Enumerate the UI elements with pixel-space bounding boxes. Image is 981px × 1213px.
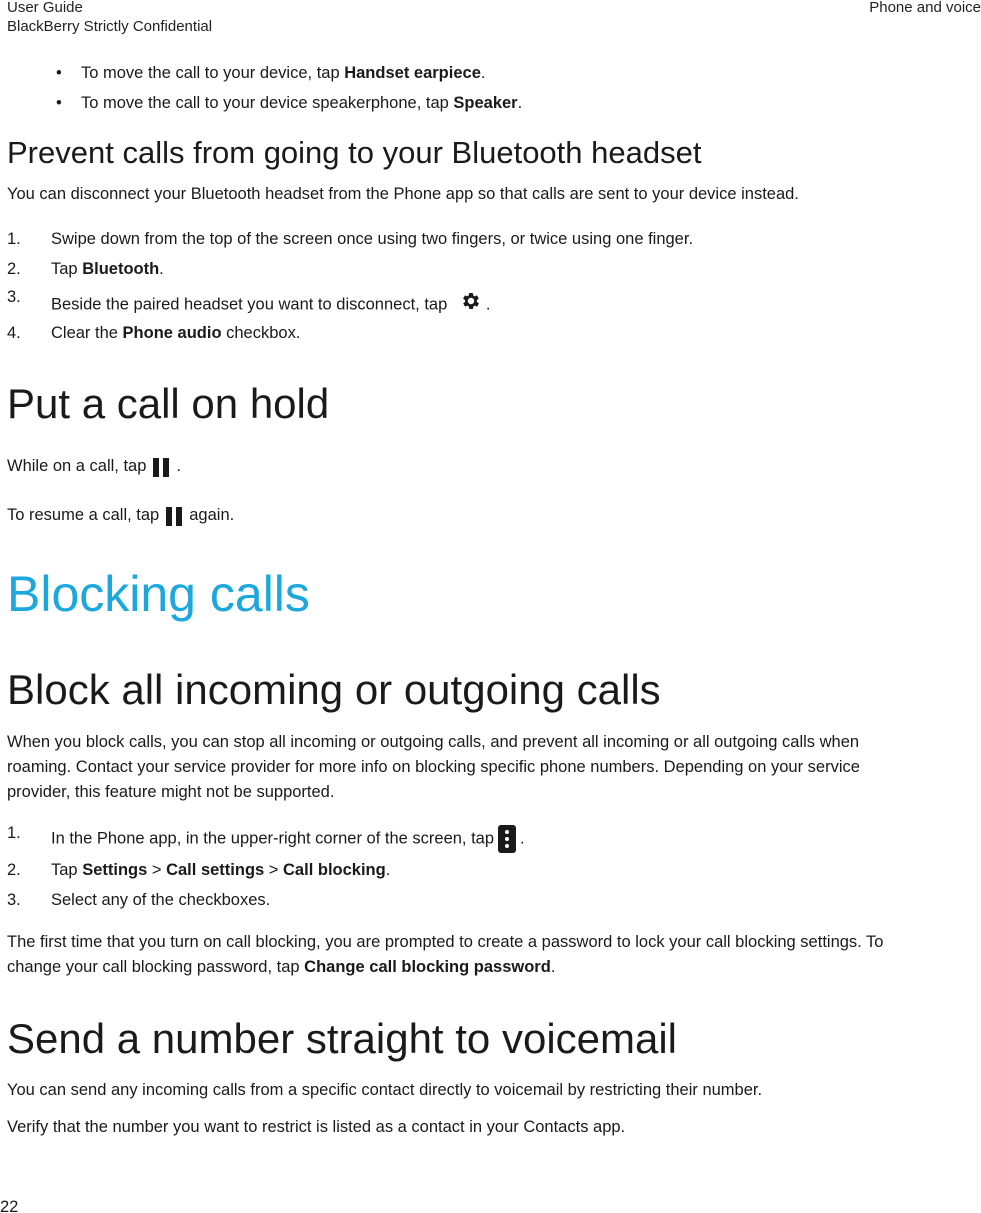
hold-text: To resume a call, tap — [7, 506, 160, 524]
page-number: 22 — [0, 1198, 19, 1213]
bullet-item — [81, 91, 522, 116]
hold-text: . — [176, 457, 181, 475]
bullet-text: . — [517, 94, 523, 112]
blocking-after-line: The first time that you turn on call blocking, you are prompted to create a password to lock your call blocking settings. To — [7, 933, 884, 951]
step-bold: Call settings — [166, 861, 265, 879]
step-number: 2. — [7, 861, 21, 879]
step-text-part: . — [385, 861, 391, 879]
step-text — [51, 321, 300, 346]
step-text-part: . — [520, 829, 525, 848]
prevent-intro: You can disconnect your Bluetooth headset from the Phone app so that calls are sent to your device instead. — [7, 185, 799, 203]
step-number: 2. — [7, 260, 21, 278]
hold-text: While on a call, tap — [7, 457, 147, 475]
bullet-marker: • — [56, 94, 62, 112]
pause-icon — [165, 506, 183, 526]
step-text — [51, 858, 390, 883]
step-number: 1. — [7, 824, 21, 842]
step-text-part: checkbox. — [221, 324, 301, 342]
pause-icon — [152, 457, 170, 477]
voicemail-line-1: You can send any incoming calls from a specific contact directly to voicemail by restricting their number. — [7, 1081, 763, 1099]
blocking-after-bold: Change call blocking password — [304, 958, 551, 976]
step-text-part: In the Phone app, in the upper-right corner of the screen, tap — [51, 829, 495, 848]
step-number: 1. — [7, 230, 21, 248]
gear-icon — [460, 290, 482, 320]
step-number: 4. — [7, 324, 21, 342]
header-confidentiality: BlackBerry Strictly Confidential — [7, 18, 213, 35]
step-text-part: > — [264, 861, 284, 879]
blocking-after-text: . — [550, 958, 556, 976]
chapter-title-blocking-calls: Blocking calls — [7, 566, 310, 622]
step-text-part: Tap — [51, 861, 83, 879]
step-text-part: > — [147, 861, 167, 879]
hold-line-1 — [7, 454, 181, 479]
step-text: Select any of the checkboxes. — [51, 891, 271, 909]
step-bold: Phone audio — [122, 324, 222, 342]
hold-line-2 — [7, 503, 234, 528]
blocking-paragraph-line: provider, this feature might not be supported. — [7, 783, 335, 801]
bullet-text: To move the call to your device speakerphone, tap — [81, 94, 454, 112]
step-text — [51, 257, 164, 282]
step-bold: Settings — [82, 861, 148, 879]
header-section: Phone and voice — [869, 0, 981, 16]
bullet-marker: • — [56, 64, 62, 82]
step-bold: Call blocking — [283, 861, 386, 879]
step-text-part: . — [485, 295, 491, 314]
blocking-paragraph-line: When you block calls, you can stop all incoming or outgoing calls, and prevent all incoming or all outgoing calls when — [7, 733, 860, 751]
step-number: 3. — [7, 891, 21, 909]
blocking-after-text: change your call blocking password, tap — [7, 958, 305, 976]
header-doc-title: User Guide — [7, 0, 83, 16]
step-bold: Bluetooth — [82, 260, 160, 278]
bullet-text: . — [480, 64, 486, 82]
step-text-part: Tap — [51, 260, 83, 278]
step-text-part: Beside the paired headset you want to disconnect, tap — [51, 295, 448, 314]
step-text-part: Clear the — [51, 324, 123, 342]
blocking-after-line — [7, 955, 555, 980]
heading-put-call-on-hold: Put a call on hold — [7, 380, 330, 427]
heading-send-to-voicemail: Send a number straight to voicemail — [7, 1015, 678, 1062]
bullet-text: To move the call to your device, tap — [81, 64, 345, 82]
bullet-bold: Speaker — [453, 94, 518, 112]
step-text: Swipe down from the top of the screen once using two fingers, or twice using one finger. — [51, 230, 694, 248]
step-text-part: . — [159, 260, 164, 278]
heading-block-incoming-outgoing: Block all incoming or outgoing calls — [7, 666, 661, 713]
voicemail-line-2: Verify that the number you want to restrict is listed as a contact in your Contacts app. — [7, 1118, 626, 1136]
bullet-bold: Handset earpiece — [344, 64, 481, 82]
step-text — [51, 290, 490, 320]
blocking-paragraph-line: roaming. Contact your service provider for more info on blocking specific phone numbers. Depending on your service — [7, 758, 860, 776]
more-icon — [498, 825, 516, 853]
step-text — [51, 825, 525, 853]
step-number: 3. — [7, 288, 21, 306]
heading-prevent-bluetooth: Prevent calls from going to your Bluetooth headset — [7, 135, 702, 170]
bullet-item — [81, 61, 485, 86]
hold-text: again. — [189, 506, 235, 524]
